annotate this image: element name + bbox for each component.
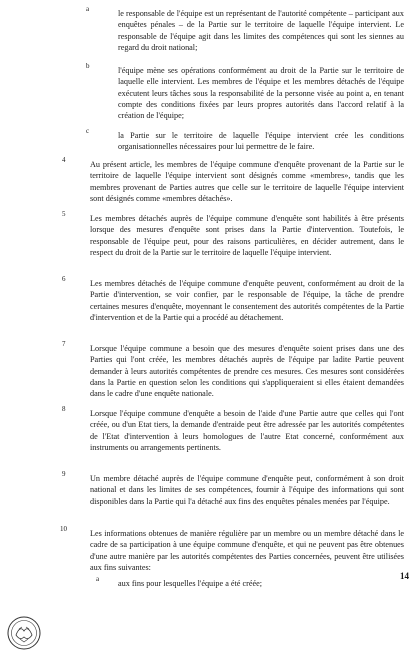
paragraph-text: l'équipe mène ses opérations conformément au droit de la Partie sur le territoire de laquelle elle intervient. Les membres de l'équipe et les membres détachés de l'équipe exécutent leurs tâches sous la responsabilité de la personne visée au point a, en tenant compte des conditions fixées par leurs propres autorités dans l'accord relatif à la création de l'équipe;	[118, 66, 404, 121]
paragraph-number: 7	[62, 340, 66, 348]
paragraph-text: le responsable de l'équipe est un représentant de l'autorité compétente – participant aux enquêtes pénales – de la Partie sur le territoire de laquelle l'équipe intervient. Le responsable de l'équipe agit dans les limites des compétences qui sont les siennes au regard du droit national;	[118, 9, 404, 53]
paragraph-number: 6	[62, 275, 66, 283]
paragraph-text: Les membres détachés auprès de l'équipe commune d'enquête sont habilités à être présents lorsque des mesures d'enquête sont prises dans la Partie d'intervention. Toutefois, le responsable de l'équipe peut, pour des raisons particulières, en décider autrement, dans le respect du droit de la Partie sur le territoire de laquelle l'équipe intervient.	[90, 214, 404, 258]
paragraph-number: 8	[62, 405, 66, 413]
paragraph-number: 5	[62, 210, 66, 218]
paragraph-number: 4	[62, 156, 66, 164]
paragraph-letter: a	[96, 575, 100, 583]
paragraph-text: Lorsque l'équipe commune a besoin que des mesures d'enquête soient prises dans une des Parties qui l'ont créée, les membres détachés auprès de l'équipe par ladite Partie peuvent demander à leurs autorités compétentes de prendre ces mesures. Ces mesures sont considérées dans la Partie en question selon les conditions qui s'appliqueraient si elles étaient demandées dans le cadre d'une enquête nationale.	[90, 344, 404, 399]
paragraph-text: Un membre détaché auprès de l'équipe commune d'enquête peut, conformément à son droit national et dans les limites de ses compétences, fournir à l'équipe des informations qui sont disponibles dans la Partie qui l'a détaché aux fins des enquêtes pénales menées par l'équipe.	[90, 474, 404, 506]
paragraph-letter: a	[86, 5, 90, 13]
paragraph-number: 10	[60, 525, 67, 533]
page-number: 14	[400, 571, 409, 581]
paragraph-text: Lorsque l'équipe commune d'enquête a besoin de l'aide d'une Partie autre que celles qui l'ont créée, ou d'un Etat tiers, la demande d'entraide peut être adressée par les autorités compétentes de l'Etat d'intervention à leurs homologues de l'autre Etat concerné, conformément aux instruments ou arrangements pertinents.	[90, 409, 404, 453]
paragraph-text: la Partie sur le territoire de laquelle l'équipe intervient crée les conditions organisationnelles nécessaires pour lui permettre de le faire.	[118, 131, 404, 152]
paragraph-letter: c	[86, 127, 90, 135]
paragraph-text: aux fins pour lesquelles l'équipe a été créée;	[118, 579, 263, 589]
paragraph-text: Les membres détachés de l'équipe commune d'enquête peuvent, conformément au droit de la Partie d'intervention, se voir confier, par le responsable de l'équipe, la tâche de prendre certaines mesures d'enquête, moyennant le consentement des autorités compétentes de la Partie d'intervention et de la Partie qui a procédé au détachement.	[90, 279, 404, 323]
seal-stamp-icon	[6, 615, 42, 651]
paragraph-letter: b	[86, 62, 90, 70]
paragraph-text: Au présent article, les membres de l'équipe commune d'enquête provenant de la Partie sur le territoire de laquelle l'équipe intervient sont désignés comme «membres», tandis que les membres provenant de Parties autres que celle sur le territoire de laquelle l'équipe intervient sont désignés comme «membres détachés».	[90, 160, 404, 204]
paragraph-text: Les informations obtenues de manière régulière par un membre ou un membre détaché dans le cadre de sa participation à une équipe commune d'enquête, et qui ne peuvent pas être obtenues d'une autre manière par les autorités compétentes des Parties concernées, peuvent être utilisées aux fins suivantes:	[90, 529, 404, 573]
paragraph-number: 9	[62, 470, 66, 478]
